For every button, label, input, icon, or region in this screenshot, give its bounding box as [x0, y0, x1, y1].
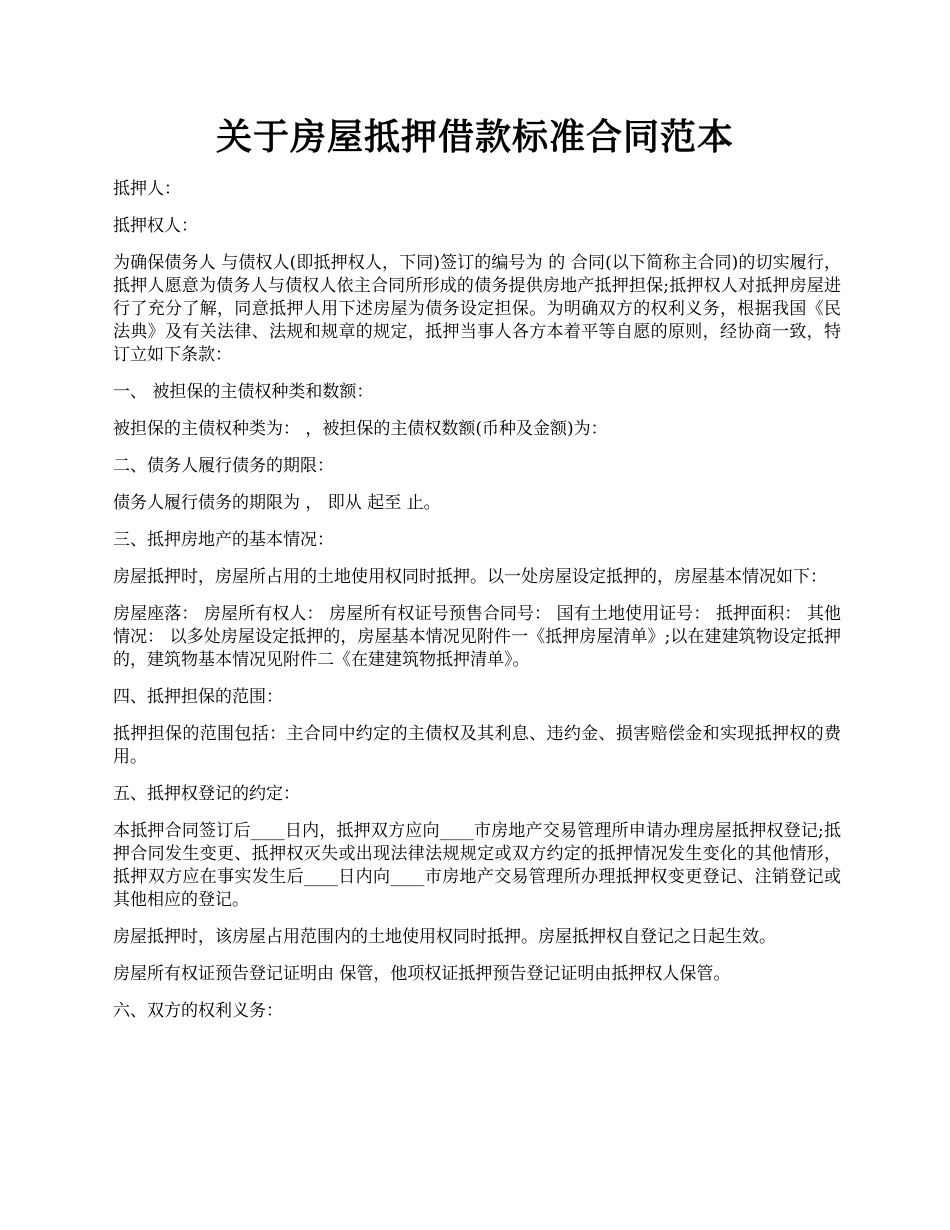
- document-body: [113, 178, 841, 1037]
- section-1-body: 被担保的主债权种类为： ，被担保的主债权数额(币种及金额)为：: [113, 419, 608, 439]
- document-title: 关于房屋抵押借款标准合同范本: [215, 116, 734, 158]
- section-6-heading: 六、双方的权利义务：: [113, 1001, 283, 1021]
- section-2-body: 债务人履行债务的期限为 ， 即从 起至 止。: [113, 493, 441, 513]
- mortgagee-line: 抵押权人：: [113, 216, 198, 236]
- section-5-body-custody: 房屋所有权证预告登记证明由 保管，他项权证抵押预告登记证明由抵押权人保管。: [113, 964, 731, 984]
- section-2-heading: 二、债务人履行债务的期限：: [113, 456, 334, 476]
- section-5-heading: 五、抵押权登记的约定：: [113, 784, 300, 804]
- mortgagor-line: 抵押人：: [113, 179, 181, 199]
- section-4-heading: 四、抵押担保的范围：: [113, 687, 283, 707]
- section-3-heading: 三、抵押房地产的基本情况：: [113, 530, 334, 550]
- section-3-body-intro: 房屋抵押时，房屋所占用的土地使用权同时抵押。以一处房屋设定抵押的，房屋基本情况如下：: [113, 567, 827, 587]
- section-1-heading: 一、 被担保的主债权种类和数额：: [113, 382, 374, 402]
- section-5-body-effect: 房屋抵押时，该房屋占用范围内的土地使用权同时抵押。房屋抵押权自登记之日起生效。: [113, 927, 776, 947]
- preamble-paragraph: 为确保债务人 与债权人(即抵押权人，下同)签订的编号为 的 合同(以下简称主合同)的切实履行，抵押人愿意为债务人与债权人依主合同所形成的债务提供房地产抵押担保;抵押权人对抵押房屋进行了充分了解，同意抵押人用下述房屋为债务设定担保。为明确双方的权利义务，根据我国《民法典》及有关法律、法规和规章的规定，抵押当事人各方本着平等自愿的原则，经协商一致，特订立如下条款：: [113, 253, 841, 365]
- section-3-body-details: 房屋座落： 房屋所有权人： 房屋所有权证号预售合同号： 国有土地使用证号： 抵押面积： 其他情况： 以多处房屋设定抵押的，房屋基本情况见附件一《抵押房屋清单》;以在建建筑物设定抵押的，建筑物基本情况见附件二《在建建筑物抵押清单》。: [113, 604, 841, 670]
- section-4-body: 抵押担保的范围包括：主合同中约定的主债权及其利息、违约金、损害赔偿金和实现抵押权的费用。: [113, 724, 841, 767]
- section-5-body-registration: 本抵押合同签订后____日内，抵押双方应向____市房地产交易管理所申请办理房屋抵押权登记;抵押合同发生变更、抵押权灭失或出现法律法规规定或双方约定的抵押情况发生变化的其他情形，抵押双方应在事实发生后____日内向____市房地产交易管理所办理抵押权变更登记、注销登记或其他相应的登记。: [113, 821, 841, 910]
